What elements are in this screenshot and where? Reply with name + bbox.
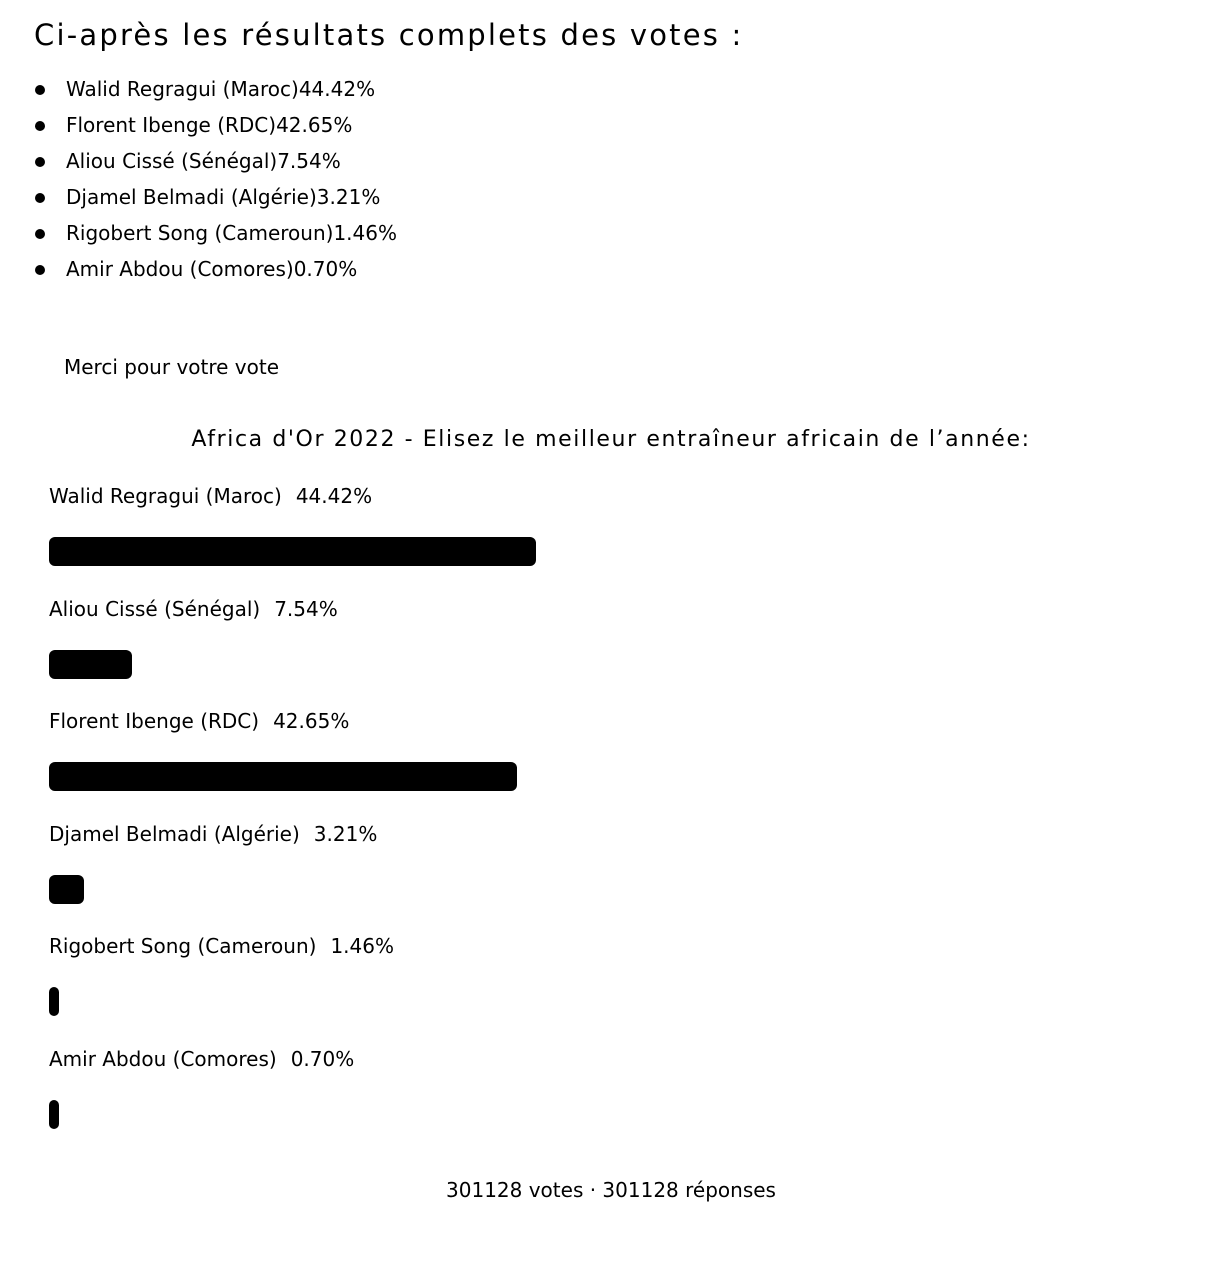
result-item (34, 218, 397, 254)
option-percent: 7.54% (274, 596, 338, 621)
option-percent: 0.70% (290, 1046, 355, 1071)
poll-option (49, 709, 1179, 822)
poll-option (49, 597, 1179, 710)
option-name: Amir Abdou (Comores) (49, 1046, 277, 1071)
results-list (34, 74, 397, 290)
poll-bar (49, 875, 84, 904)
poll-option-label (49, 597, 338, 621)
result-percent: 44.42% (298, 77, 376, 101)
result-percent: 3.21% (316, 185, 381, 209)
result-percent: 42.65% (276, 113, 353, 137)
option-percent: 3.21% (313, 821, 378, 846)
option-percent: 1.46% (330, 934, 394, 959)
poll-bar (49, 537, 536, 566)
bullet-icon (35, 193, 45, 203)
poll-option (49, 822, 1179, 935)
poll-bar (49, 650, 132, 679)
option-name: Florent Ibenge (RDC) (49, 709, 260, 734)
result-item (34, 110, 397, 146)
poll-option-label (49, 822, 377, 846)
poll-title: Africa d'Or 2022 - Elisez le meilleur entraîneur africain de l’année: (191, 427, 1031, 452)
poll-results (49, 484, 1179, 1160)
option-name: Walid Regragui (Maroc) (49, 484, 282, 508)
result-name: Walid Regragui (Maroc) (66, 77, 299, 101)
option-percent: 42.65% (273, 709, 350, 734)
poll-option-label (49, 484, 372, 508)
poll-bar (49, 1100, 59, 1129)
thanks-message: Merci pour votre vote (64, 355, 280, 379)
result-item (34, 146, 397, 182)
poll-option (49, 1047, 1179, 1160)
option-name: Aliou Cissé (Sénégal) (49, 596, 261, 621)
bullet-icon (35, 121, 45, 131)
result-item (34, 74, 397, 110)
bullet-icon (35, 265, 45, 275)
result-percent: 1.46% (333, 221, 397, 245)
option-name: Djamel Belmadi (Algérie) (49, 821, 300, 846)
result-name: Amir Abdou (Comores) (66, 257, 294, 281)
bullet-icon (35, 157, 45, 167)
vote-total: 301128 votes · 301128 réponses (446, 1178, 776, 1202)
result-name: Djamel Belmadi (Algérie) (66, 185, 317, 209)
poll-bar (49, 762, 517, 791)
result-name: Florent Ibenge (RDC) (66, 113, 277, 137)
option-percent: 44.42% (295, 484, 373, 508)
result-item (34, 254, 397, 290)
poll-option (49, 484, 1179, 597)
bullet-icon (35, 85, 45, 95)
poll-option-label (49, 1047, 354, 1071)
results-heading: Ci-après les résultats complets des votes : (34, 18, 744, 52)
option-name: Rigobert Song (Cameroun) (49, 934, 317, 959)
result-percent: 0.70% (293, 257, 358, 281)
poll-option (49, 934, 1179, 1047)
poll-bar (49, 987, 59, 1016)
result-name: Rigobert Song (Cameroun) (66, 221, 334, 245)
bullet-icon (35, 229, 45, 239)
poll-option-label (49, 709, 349, 733)
poll-option-label (49, 934, 394, 958)
result-name: Aliou Cissé (Sénégal) (66, 149, 278, 173)
result-percent: 7.54% (277, 149, 341, 173)
result-item (34, 182, 397, 218)
